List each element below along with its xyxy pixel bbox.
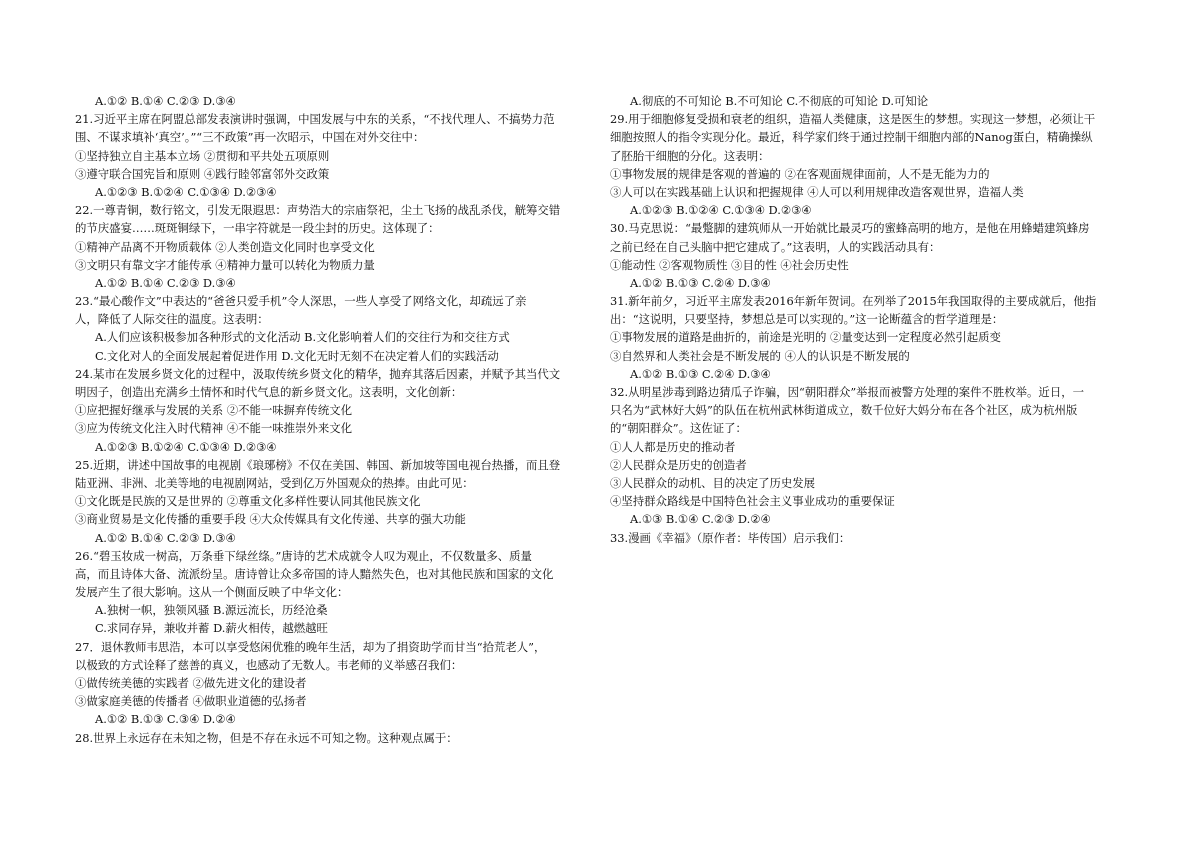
answer-options-line: A.①②③ B.①②④ C.①③④ D.②③④ xyxy=(630,203,812,218)
question-text-line: ③人民群众的动机、目的决定了历史发展 xyxy=(610,475,816,490)
answer-options-line: A.①② B.①④ C.②③ D.③④ xyxy=(95,94,236,108)
question-text-line: ②人民群众是历史的创造者 xyxy=(610,457,747,472)
question-text-line: 27．退休教师韦思浩，本可以享受悠闲优雅的晚年生活，却为了捐资助学而甘当“拾荒老人”， xyxy=(75,639,546,654)
question-text-line: 31.新年前夕，习近平主席发表2016年新年贺词。在列举了2015年我国取得的主要成就后，他指 xyxy=(610,294,1097,309)
question-text-line: ①文化既是民族的又是世界的 ②尊重文化多样性要认同其他民族文化 xyxy=(75,494,421,509)
question-text-line: ③商业贸易是文化传播的重要手段 ④大众传媒具有文化传递、共享的强大功能 xyxy=(75,512,466,527)
answer-options-line: C.文化对人的全面发展起着促进作用 D.文化无时无刻不在决定着人们的实践活动 xyxy=(95,348,499,363)
answer-options-line: C.求同存异，兼收并蓄 D.薪火相传，越燃越旺 xyxy=(95,621,328,636)
question-text-line: 发展产生了很大影响。这从一个侧面反映了中华文化： xyxy=(75,585,349,600)
question-text-line: ③文明只有靠文字才能传承 ④精神力量可以转化为物质力量 xyxy=(75,257,375,272)
answer-options-line: A.彻底的不可知论 B.不可知论 C.不彻底的可知论 D.可知论 xyxy=(630,94,929,108)
answer-options-line: A.①② B.①③ C.②④ D.③④ xyxy=(630,366,771,381)
answer-options-line: A.①② B.①③ C.②④ D.③④ xyxy=(630,275,771,290)
answer-options-line: A.①②③ B.①②④ C.①③④ D.②③④ xyxy=(95,439,277,454)
question-text-line: ①事物发展的道路是曲折的，前途是光明的 ②量变达到一定程度必然引起质变 xyxy=(610,330,1001,345)
question-text-line: ①精神产品离不开物质载体 ②人类创造文化同时也享受文化 xyxy=(75,239,375,254)
answer-options-line: A.人们应该积极参加各种形式的文化活动 B.文化影响着人们的交往行为和交往方式 xyxy=(95,330,510,345)
question-text-line: ①事物发展的规律是客观的普遍的 ②在客观面规律面前，人不是无能为力的 xyxy=(610,166,990,181)
answer-options-line: A.①② B.①④ C.②③ D.③④ xyxy=(95,275,236,290)
answer-options-line: A.①③ B.①④ C.②③ D.②④ xyxy=(630,512,771,527)
question-text-line: 21.习近平主席在阿盟总部发表演讲时强调，中国发展与中东的关系，“不找代理人、不搞势力范 xyxy=(75,112,555,127)
question-text-line: 围、不谋求填补‘真空’。”“三不政策”再一次昭示，中国在对外交往中： xyxy=(75,130,425,145)
question-text-line: 28.世界上永远存在未知之物，但是不存在永远不可知之物。这种观点属于： xyxy=(75,730,458,745)
question-text-line: ④坚持群众路线是中国特色社会主义事业成功的重要保证 xyxy=(610,494,895,509)
question-text-line: ③自然界和人类社会是不断发展的 ④人的认识是不断发展的 xyxy=(610,348,910,363)
left-column xyxy=(75,92,595,747)
question-text-line: 人，降低了人际交往的温度。这表明： xyxy=(75,312,269,327)
question-text-line: 26.“碧玉妆成一树高，万条垂下绿丝绦。”唐诗的艺术成就令人叹为观止，不仅数量多、质量 xyxy=(75,548,532,563)
question-text-line: 高，而且诗体大备、流派纷呈。唐诗曾让众多帝国的诗人黯然失色，也对其他民族和国家的文化 xyxy=(75,566,554,581)
question-text-line: ①应把握好继承与发展的关系 ②不能一味摒弃传统文化 xyxy=(75,403,352,418)
answer-options-line: A.①② B.①④ C.②③ D.③④ xyxy=(95,530,236,545)
question-text-line: 之前已经在自己头脑中把它建成了。”这表明，人的实践活动具有： xyxy=(610,239,941,254)
question-text-line: 24.某市在发展乡贤文化的过程中，汲取传统乡贤文化的精华，抛弃其落后因素，并赋予其当代文 xyxy=(75,366,561,381)
answer-options-line: A.独树一帜，独领风骚 B.源远流长，历经沧桑 xyxy=(95,603,328,618)
answer-options-line: A.①② B.①③ C.③④ D.②④ xyxy=(95,712,236,727)
question-text-line: 33.漫画《幸福》（原作者：毕传国）启示我们： xyxy=(610,530,851,545)
question-text-line: 以极致的方式诠释了慈善的真义，也感动了无数人。韦老师的义举感召我们： xyxy=(75,657,463,672)
question-text-line: ③遵守联合国宪旨和原则 ④践行睦邻富邻外交政策 xyxy=(75,166,330,181)
question-text-line: 细胞按照人的指令实现分化。最近，科学家们终于通过控制干细胞内部的Nanog蛋白，精确操纵 xyxy=(610,130,1093,145)
question-text-line: ③人可以在实践基础上认识和把握规律 ④人可以利用规律改造客观世界，造福人类 xyxy=(610,184,1024,199)
question-text-line: 陆亚洲、非洲、北美等地的电视剧网站，受到亿万外国观众的热捧。由此可见： xyxy=(75,475,474,490)
question-text-line: 的“朝阳群众”。这佐证了： xyxy=(610,421,747,436)
question-text-line: 了胚胎干细胞的分化。这表明： xyxy=(610,148,770,163)
question-text-line: 明因子，创造出充满乡土情怀和时代气息的新乡贤文化。这表明，文化创新： xyxy=(75,385,463,399)
question-text-line: 22.一尊青铜，数行铭文，引发无限遐思：声势浩大的宗庙祭祀，尘土飞扬的战乱杀伐，觥筹交错 xyxy=(75,203,561,218)
question-text-line: 29.用于细胞修复受损和衰老的组织，造福人类健康，这是医生的梦想。实现这一梦想，必须让干 xyxy=(610,112,1096,127)
question-text-line: ③做家庭美德的传播者 ④做职业道德的弘扬者 xyxy=(75,694,307,709)
question-text-line: 25.近期，讲述中国故事的电视剧《琅琊榜》不仅在美国、韩国、新加坡等国电视台热播，而且登 xyxy=(75,457,561,472)
right-column xyxy=(610,92,1138,547)
question-text-line: 32.从明星涉毒到路边猜瓜子诈骗，因“朝阳群众”举报而被警方处理的案件不胜枚举。近日，一 xyxy=(610,385,1084,399)
question-text-line: ①能动性 ②客观物质性 ③目的性 ④社会历史性 xyxy=(610,257,849,272)
question-text-line: ①人人都是历史的推动者 xyxy=(610,439,736,454)
question-text-line: 的节庆盛宴……斑斑铜绿下，一串字符就是一段尘封的历史。这体现了： xyxy=(75,221,440,236)
question-text-line: 30.马克思说：“最蹩脚的建筑师从一开始就比最灵巧的蜜蜂高明的地方，是他在用蜂蜡建筑蜂房 xyxy=(610,221,1090,236)
question-text-line: 出：“这说明，只要坚持，梦想总是可以实现的。”这一论断蕴含的哲学道理是： xyxy=(610,312,1004,327)
question-text-line: ③应为传统文化注入时代精神 ④不能一味推崇外来文化 xyxy=(75,421,352,436)
question-text-line: ①做传统美德的实践者 ②做先进文化的建设者 xyxy=(75,676,307,690)
answer-options-line: A.①②③ B.①②④ C.①③④ D.②③④ xyxy=(95,184,277,199)
question-text-line: ①坚持独立自主基本立场 ②贯彻和平共处五项原则 xyxy=(75,148,330,163)
question-text-line: 只名为“武林好大妈”的队伍在杭州武林街道成立，数千位好大妈分布在各个社区，成为杭州版 xyxy=(610,403,1078,418)
question-text-line: 23.“最心酸作文”中表达的“爸爸只爱手机”令人深思，一些人享受了网络文化，却疏远了亲 xyxy=(75,294,527,309)
